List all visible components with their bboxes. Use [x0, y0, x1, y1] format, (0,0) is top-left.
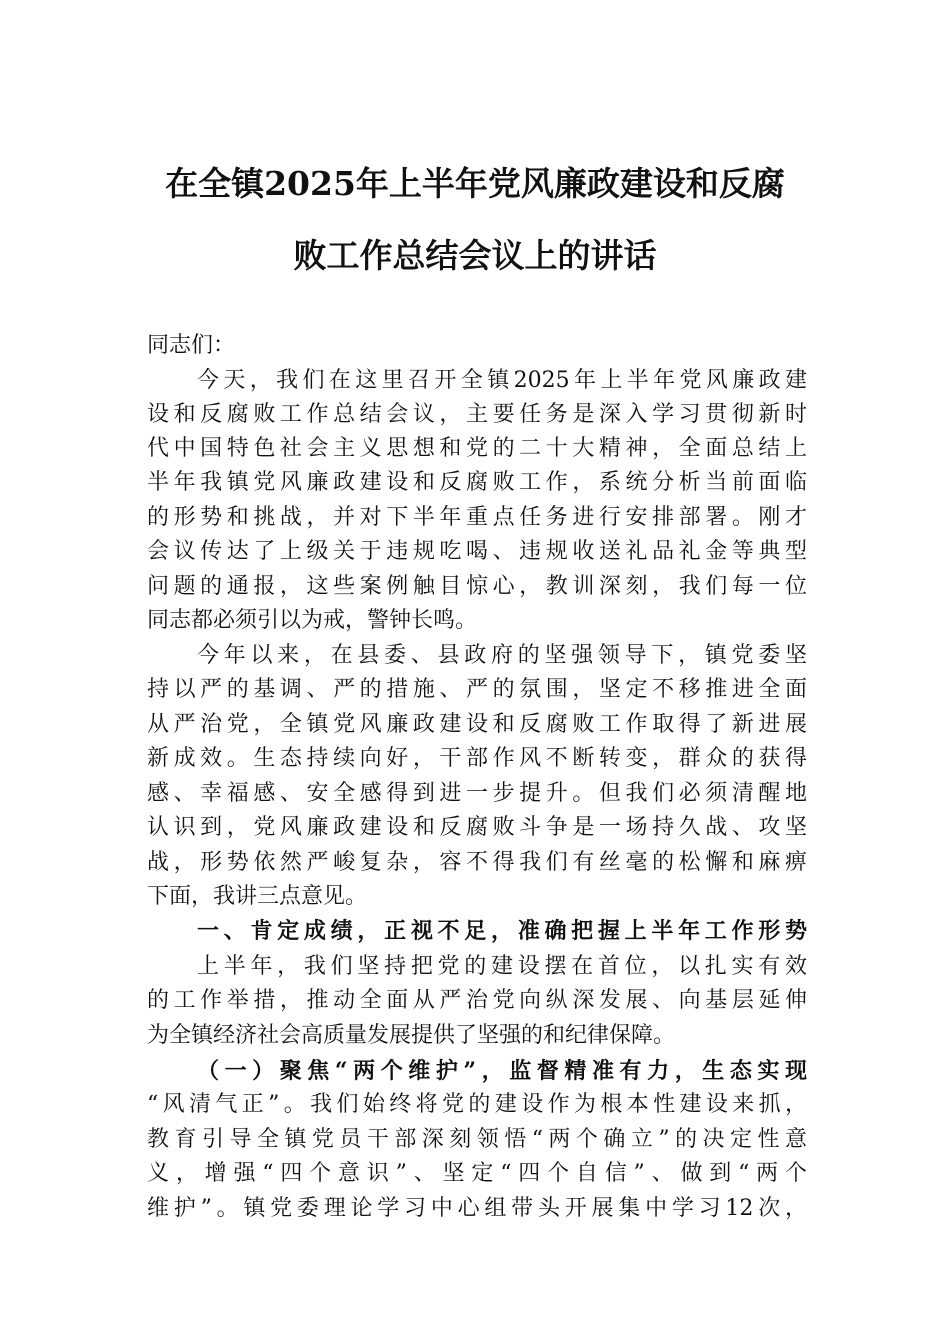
paragraph-3-line: 上半年，我们坚持把党的建设摆在首位，以扎实有效 — [197, 954, 807, 979]
subheading-paragraph-4-line: （一）聚焦“两个维护”，监督精准有力，生态实现 — [197, 1058, 807, 1084]
paragraph-2-line: 战，形势依然严峻复杂，容不得我们有丝毫的松懈和麻痹 — [147, 850, 807, 875]
paragraph-1-line: 的形势和挑战，并对下半年重点任务进行安排部署。刚才 — [147, 505, 807, 530]
paragraph-2-line: 从严治党，全镇党风廉政建设和反腐败工作取得了新进展 — [147, 712, 807, 737]
paragraph-2-line: 认识到，党风廉政建设和反腐败斗争是一场持久战、攻坚 — [147, 815, 807, 840]
paragraph-1-line: 问题的通报，这些案例触目惊心，教训深刻，我们每一位 — [147, 574, 807, 599]
paragraph-1-line: 代中国特色社会主义思想和党的二十大精神，全面总结上 — [147, 436, 807, 461]
paragraph-1-line: 半年我镇党风廉政建设和反腐败工作，系统分析当前面临 — [147, 470, 807, 495]
paragraph-2-line: 下面，我讲三点意见。 — [147, 884, 368, 909]
paragraph-1-line: 今天，我们在这里召开全镇2025年上半年党风廉政建 — [197, 368, 807, 393]
paragraph-3-line: 为全镇经济社会高质量发展提供了坚强的和纪律保障。 — [147, 1023, 676, 1048]
paragraph-4-line: 教育引导全镇党员干部深刻领悟“两个确立”的决定性意 — [147, 1127, 807, 1152]
section-heading-1: 一、肯定成绩，正视不足，准确把握上半年工作形势 — [197, 919, 807, 944]
document-title-line-2: 败工作总结会议上的讲话 — [293, 236, 657, 275]
paragraph-2-line: 今年以来，在县委、县政府的坚强领导下，镇党委坚 — [197, 643, 807, 668]
paragraph-2-line: 新成效。生态持续向好，干部作风不断转变，群众的获得 — [147, 746, 807, 771]
salutation: 同志们： — [147, 333, 236, 358]
paragraph-1-line: 会议传达了上级关于违规吃喝、违规收送礼品礼金等典型 — [147, 539, 807, 564]
paragraph-4-line: “风清气正”。我们始终将党的建设作为根本性建设来抓， — [147, 1092, 807, 1117]
paragraph-2-line: 持以严的基调、严的措施、严的氛围，坚定不移推进全面 — [147, 677, 807, 702]
document-title-line-1: 在全镇2025年上半年党风廉政建设和反腐 — [165, 164, 785, 203]
paragraph-3-line: 的工作举措，推动全面从严治党向纵深发展、向基层延伸 — [147, 988, 807, 1013]
paragraph-2-line: 感、幸福感、安全感得到进一步提升。但我们必须清醒地 — [147, 781, 807, 806]
paragraph-1-line: 设和反腐败工作总结会议，主要任务是深入学习贯彻新时 — [147, 402, 807, 427]
paragraph-1-line: 同志都必须引以为戒，警钟长鸣。 — [147, 608, 478, 633]
paragraph-4-line: 维护”。镇党委理论学习中心组带头开展集中学习12次， — [147, 1196, 807, 1221]
paragraph-4-line: 义，增强“四个意识”、坚定“四个自信”、做到“两个 — [147, 1161, 807, 1186]
